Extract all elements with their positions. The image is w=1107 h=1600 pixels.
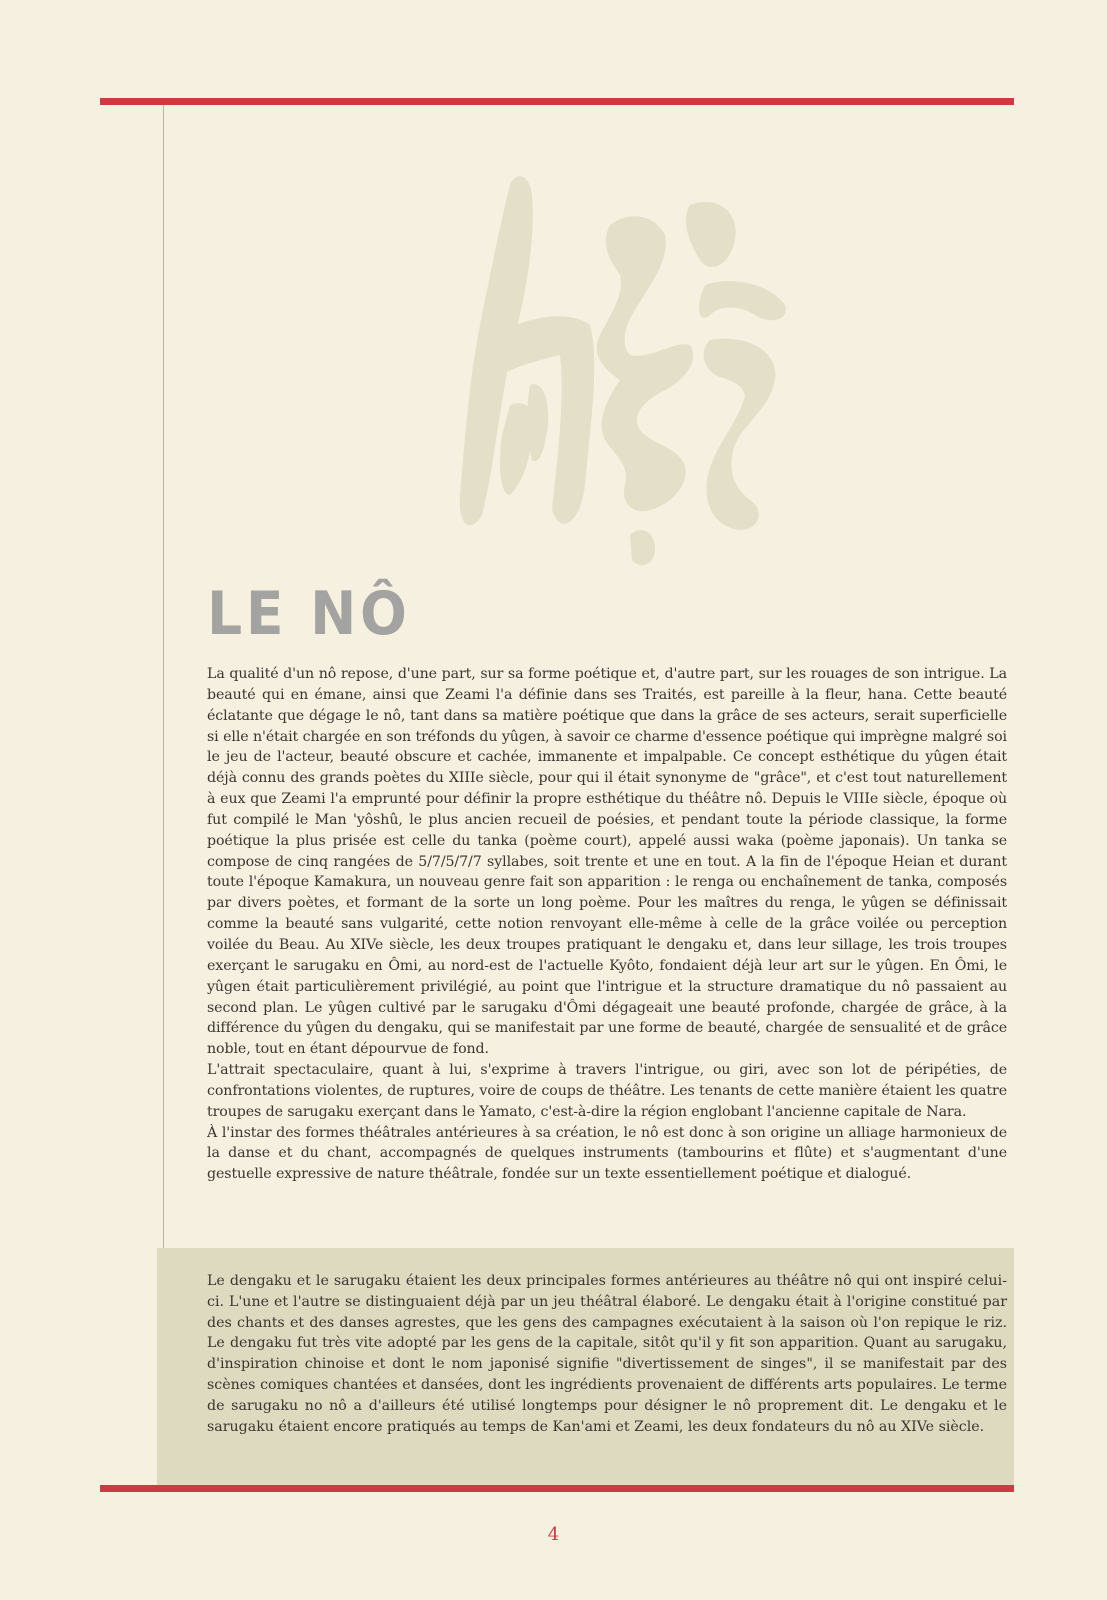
calligraphy-watermark (440, 165, 810, 575)
paragraph: À l'instar des formes théâtrales antérieures à sa création, le nô est donc à son origine un alliage harmonieux de la danse et du chant, accompagnés de quelques instruments (tambourins et flûte) et s'augmentant d'une gestuelle expressive de nature théâtrale, fondée sur un texte essentiellement poétique et dialogué. (207, 1124, 1007, 1183)
main-text (207, 664, 1007, 1185)
sidebar-box (157, 1248, 1014, 1485)
bottom-red-rule (100, 1485, 1014, 1492)
page-title: LE NÔ (207, 579, 411, 649)
sidebar-text: Le dengaku et le sarugaku étaient les deux principales formes antérieures au théâtre nô qui ont inspiré celui-ci. L'une et l'autre se distinguaient déjà par un jeu théâtral élaboré. Le dengaku était à l'origine constitué par des chants et des danses agrestes, que les gens des campagnes exécutaient à la saison où l'on repique le riz. Le dengaku fut très vite adopté par les gens de la capitale, sitôt qu'il y fit son apparition. Quant au sarugaku, d'inspiration chinoise et dont le nom japonisé signifie "divertissement de singes", il se manifestait par des scènes comiques chantées et dansées, dont les ingrédients provenaient de différents arts populaires. Le terme de sarugaku no nô a d'ailleurs été utilisé longtemps pour désigner le nô proprement dit. Le dengaku et le sarugaku étaient encore pratiqués au temps de Kan'ami et Zeami, les deux fondateurs du nô au XIVe siècle. (207, 1273, 1007, 1435)
paragraph: L'attrait spectaculaire, quant à lui, s'exprime à travers l'intrigue, ou giri, avec son lot de péripéties, de confrontations violentes, de ruptures, voire de coups de théâtre. Les tenants de cette manière étaient les quatre troupes de sarugaku exerçant dans le Yamato, c'est-à-dire la région englobant l'ancienne capitale de Nara. (207, 1062, 1007, 1120)
page-number: 4 (547, 1524, 560, 1545)
paragraph: La qualité d'un nô repose, d'une part, sur sa forme poétique et, d'autre part, sur les rouages de son intrigue. La beauté qui en émane, ainsi que Zeami l'a définie dans ses Traités, est pareille à la fleur, hana. Cette beauté éclatante que dégage le nô, tant dans sa matière poétique que dans la grâce de ses acteurs, serait superficielle si elle n'était chargée en son tréfonds du yûgen, à savoir ce charme d'essence poétique qui imprègne malgré soi le jeu de l'acteur, beauté obscure et cachée, immanente et impalpable. Ce concept esthétique du yûgen était déjà connu des grands poètes du XIIIe siècle, pour qui il était synonyme de "grâce", et c'est tout naturellement à eux que Zeami l'a emprunté pour définir la propre esthétique du théâtre nô. Depuis le VIIIe siècle, époque où fut compilé le Man 'yôshû, le plus ancien recueil de poésies, et pendant toute la période classique, la forme poétique la plus prisée est celle du tanka (poème court), appelé aussi waka (poème japonais). Un tanka se compose de cinq rangées de 5/7/5/7/7 syllabes, soit trente et une en tout. A la fin de l'époque Heian et durant toute l'époque Kamakura, un nouveau genre fait son apparition : le renga ou enchaînement de tanka, composés par divers poètes, et formant de la sorte un long poème. Pour les maîtres du renga, le yûgen se définissait comme la beauté sans vulgarité, cette notion renvoyant elle-même à celle de la grâce voilée ou perception voilée du Beau. Au XIVe siècle, les deux troupes pratiquant le dengaku et, dans leur sillage, les trois troupes exerçant le sarugaku en Ômi, au nord-est de l'actuelle Kyôto, fondaient déjà leur art sur le yûgen. En Ômi, le yûgen était particulièrement privilégié, au point que l'intrigue et la structure dramatique du nô passaient au second plan. Le yûgen cultivé par le sarugaku d'Ômi dégageait une beauté profonde, chargée de grâce, à la différence du yûgen du dengaku, qui se manifestait par une forme de beauté, chargée de sensualité et de grâce noble, tout en étant dépourvue de fond. (207, 666, 1007, 1058)
top-red-rule (100, 98, 1014, 105)
